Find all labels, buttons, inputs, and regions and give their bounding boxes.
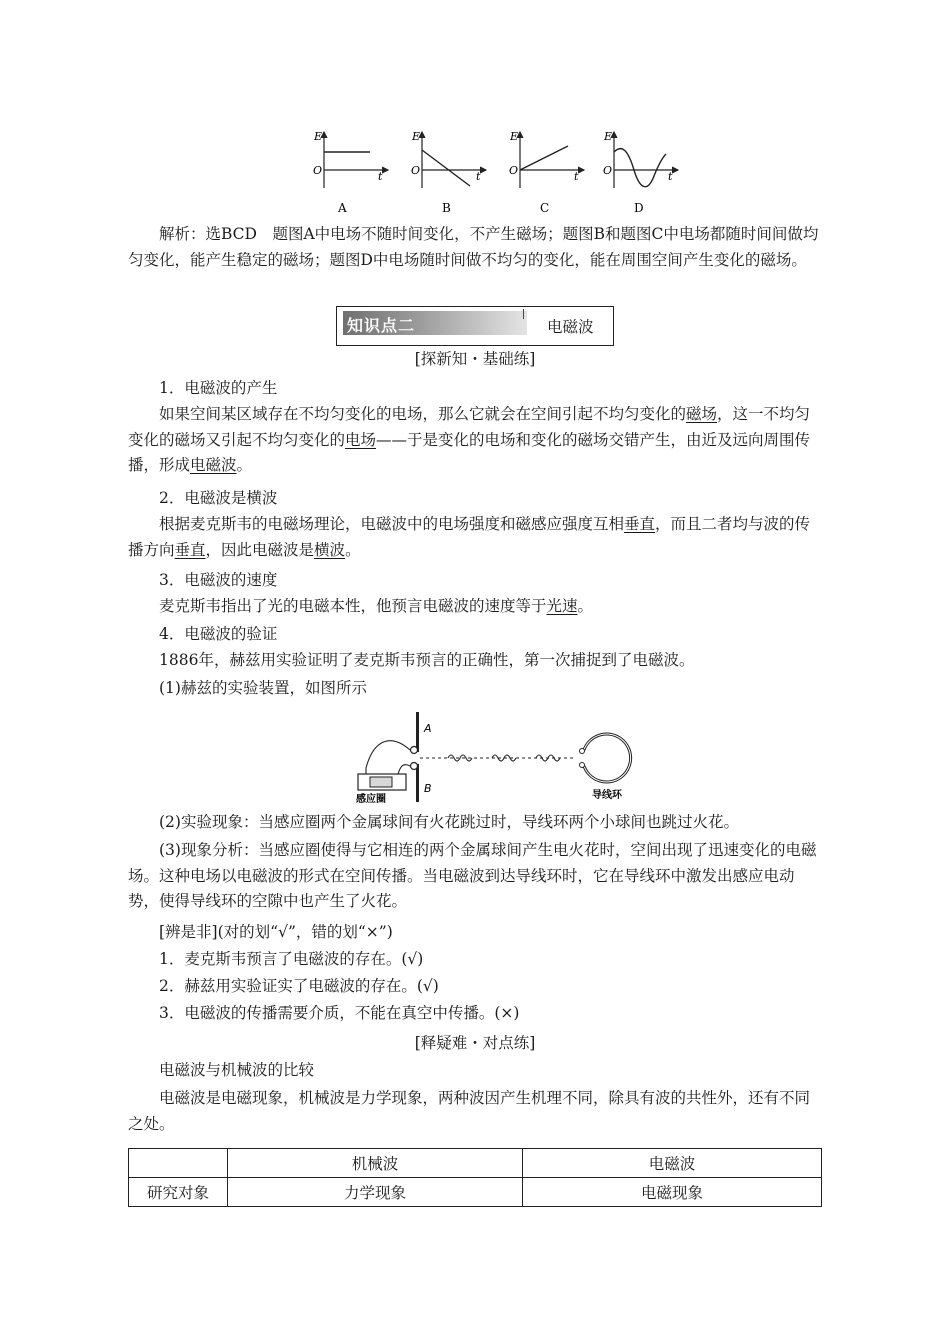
graph-a <box>313 130 388 215</box>
graph-d-axis-o: O <box>603 164 613 177</box>
graph-b <box>411 130 486 215</box>
item-2-key-perpendicular-2: 垂直 <box>174 540 206 559</box>
item-3-text-b: 。 <box>577 597 594 615</box>
table-header-cell <box>129 1149 228 1178</box>
table-cell: 研究对象 <box>129 1178 228 1207</box>
compare-title: 电磁波与机械波的比较 <box>159 1061 315 1079</box>
graph-c-label: C <box>540 201 550 215</box>
wave-packet-3 <box>536 755 560 761</box>
judge-q1: 1．麦克斯韦预言了电磁波的存在。(√) <box>159 950 424 968</box>
table-row <box>129 1178 822 1207</box>
item-1-text-b: ，这一不均匀变化的磁场又引起不均匀变化的 <box>128 405 811 449</box>
judge-q2: 2．赫兹用实验证实了电磁波的存在。(√) <box>159 977 439 995</box>
graph-c-axis-t: t <box>574 170 579 183</box>
ring-ball-2 <box>580 763 585 768</box>
graph-a-axis-t: t <box>378 170 383 183</box>
graph-d-axis-e: E <box>604 130 613 143</box>
phenomenon-paragraph: (2)实验现象：当感应圈两个金属球间有火花跳过时，导线环两个小球间也跳过火花。 <box>159 813 739 831</box>
graph-d-axis-t: t <box>668 170 673 183</box>
graph-b-axis-o: O <box>411 164 421 177</box>
section-explain-heading: [释疑难・对点练] <box>414 1034 536 1052</box>
compare-intro: 电磁波是电磁现象，机械波是力学现象，两种波因产生机理不同，除具有波的共性外，还有不同之处。 <box>128 1089 811 1133</box>
badge-tick <box>523 309 524 319</box>
ring-ball-1 <box>580 749 585 754</box>
sphere-b <box>411 763 418 770</box>
graph-a-axis-e: E <box>314 130 323 143</box>
graph-c <box>509 130 584 215</box>
graph-a-label: A <box>338 201 347 215</box>
item-1-key-electric-field: 电场 <box>345 430 377 449</box>
label-b: B <box>424 782 432 795</box>
knowledge-point-title: 电磁波 <box>547 318 594 336</box>
item-2-text-c: ，因此电磁波是 <box>205 540 315 559</box>
table-cell: 电磁现象 <box>523 1178 822 1207</box>
graph-b-axis-t: t <box>476 170 481 183</box>
item-1-paragraph <box>128 402 822 479</box>
knowledge-point-badge <box>343 311 527 335</box>
plate-b <box>416 764 419 802</box>
e-t-graphs-figure <box>310 126 680 218</box>
item-2-key-transverse: 横波 <box>314 540 346 559</box>
coil-label: 感应圈 <box>356 794 386 804</box>
graph-b-line <box>422 150 470 186</box>
table-header-cell: 机械波 <box>228 1149 523 1178</box>
item-1-key-magnetic-field: 磁场 <box>686 405 718 423</box>
graph-a-axis-o: O <box>313 164 323 177</box>
item-2-text-b: ，而且二者均与波的传播方向 <box>128 515 811 559</box>
item-1-text-a: 如果空间某区域存在不均匀变化的电场，那么它就会在空间引起不均匀变化的 <box>159 405 687 423</box>
item-4-sub-1: (1)赫兹的实验装置，如图所示 <box>159 679 367 697</box>
knowledge-point-badge-text: 知识点二 <box>347 316 416 335</box>
item-3-key-light-speed: 光速 <box>546 597 578 615</box>
graph-c-axis-o: O <box>509 164 519 177</box>
graph-c-line <box>520 146 568 170</box>
item-3-text-a: 麦克斯韦指出了光的电磁本性，他预言电磁波的速度等于 <box>159 597 547 615</box>
sphere-a <box>411 747 418 754</box>
item-3-heading: 3．电磁波的速度 <box>159 571 278 589</box>
analysis-phenomenon-paragraph: (3)现象分析：当感应圈使得与它相连的两个金属球间产生电火花时，空间出现了迅速变化的电磁场。这种电场以电磁波的形式在空间传播。当电磁波到达导线环时，它在导线环中激发出感应电动势，使得导线环的空隙中也产生了火花。 <box>128 841 817 910</box>
graph-b-label: B <box>442 201 451 215</box>
item-4-paragraph: 1886年，赫兹用实验证明了麦克斯韦预言的正确性，第一次捕捉到了电磁波。 <box>159 651 695 669</box>
graph-d-label: D <box>634 201 644 215</box>
ring-label: 导线环 <box>592 790 622 801</box>
item-1-text-d: 。 <box>236 456 253 474</box>
graph-d <box>603 130 678 215</box>
wire-b <box>398 765 410 774</box>
comparison-table <box>128 1148 822 1207</box>
judge-title: [辨是非](对的划“√”，错的划“×”) <box>159 923 393 941</box>
item-2-text-a: 根据麦克斯韦的电磁场理论，电磁波中的电场强度和磁感应强度互相 <box>159 515 625 533</box>
plate-a <box>416 712 419 752</box>
table-cell: 力学现象 <box>228 1178 523 1207</box>
label-a: A <box>424 722 432 735</box>
section-explore-heading: [探新知・基础练] <box>414 350 536 368</box>
coil-core <box>370 777 392 787</box>
wire-a <box>366 741 410 774</box>
item-4-heading: 4．电磁波的验证 <box>159 625 278 643</box>
item-1-heading: 1．电磁波的产生 <box>159 379 278 397</box>
graph-d-curve <box>614 149 666 187</box>
item-2-heading: 2．电磁波是横波 <box>159 489 278 507</box>
graph-b-axis-e: E <box>412 130 421 143</box>
table-header-cell: 电磁波 <box>523 1149 822 1178</box>
hertz-apparatus-figure <box>352 710 642 804</box>
item-2-key-perpendicular-1: 垂直 <box>624 515 656 533</box>
graph-c-axis-e: E <box>510 130 519 143</box>
item-2-text-d: 。 <box>345 540 361 559</box>
judge-q3: 3．电磁波的传播需要介质，不能在真空中传播。(×) <box>159 1004 520 1022</box>
knowledge-point-box <box>336 306 614 346</box>
item-2-paragraph <box>128 512 822 563</box>
item-1-text-c: ——于是变化的电场和变化的磁场交错产生，由近及远向周围传播，形成 <box>128 430 811 474</box>
analysis-paragraph: 解析：选BCD 题图A中电场不随时间变化，不产生磁场；题图B和题图C中电场都随时间间做均匀变化，能产生稳定的磁场；题图D中电场随时间做不均匀的变化，能在周围空间产生变化的磁场。 <box>128 225 819 269</box>
item-1-key-em-wave: 电磁波 <box>190 456 237 474</box>
item-3-paragraph <box>128 594 822 620</box>
table-header-row <box>129 1149 822 1178</box>
